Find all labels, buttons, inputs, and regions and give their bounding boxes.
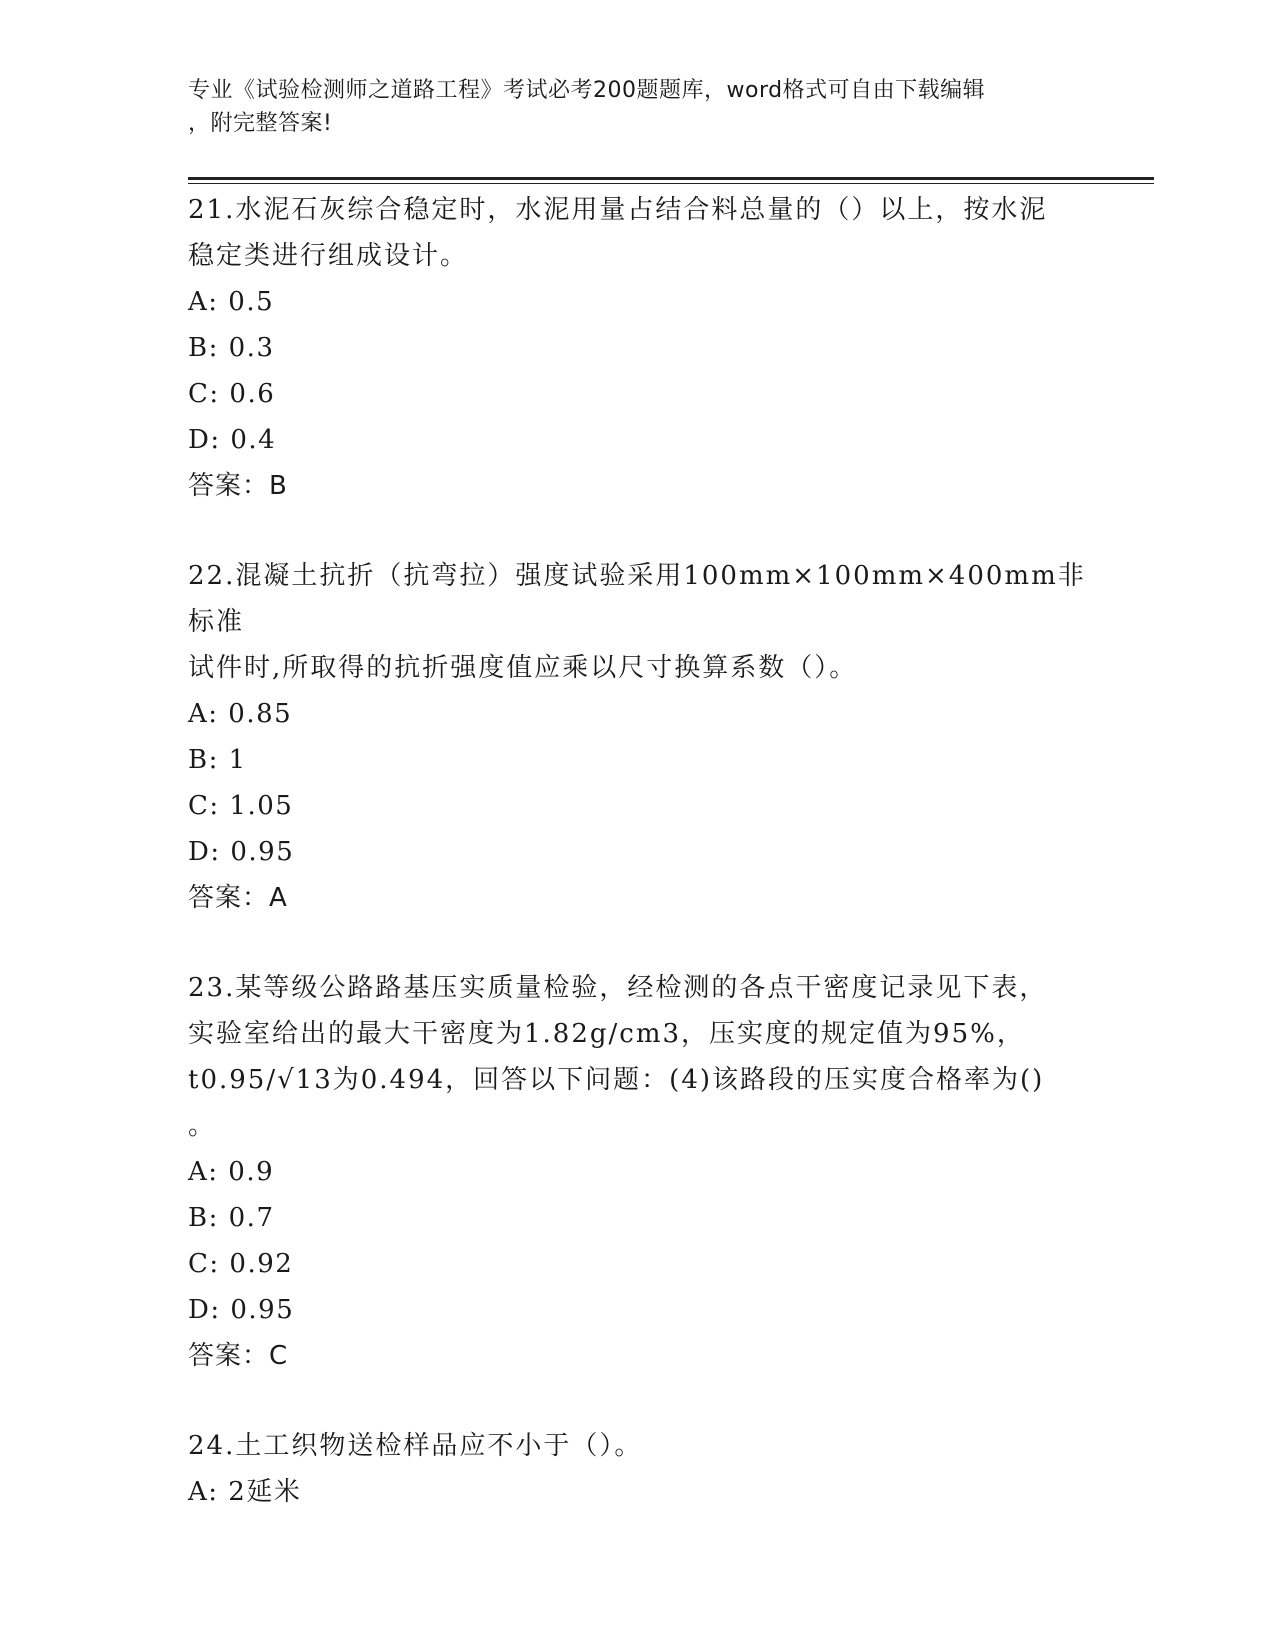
question-spacer: [188, 921, 1088, 965]
answer-line: 答案：A: [188, 883, 288, 913]
option-b: B: 0.7: [188, 1203, 275, 1233]
answer-line: 答案：B: [188, 471, 288, 501]
header-divider-thin: [188, 183, 1154, 184]
question-list: [188, 187, 1088, 1515]
question-spacer: [188, 1379, 1088, 1423]
option-a: A: 0.5: [188, 287, 275, 317]
question-text-line: 23.某等级公路路基压实质量检验，经检测的各点干密度记录见下表，: [188, 973, 1048, 1003]
question-23: [188, 965, 1088, 1379]
option-c: C: 0.92: [188, 1249, 294, 1279]
option-b: B: 0.3: [188, 333, 275, 363]
option-d: D: 0.95: [188, 1295, 295, 1325]
question-text-line: 实验室给出的最大干密度为1.82g/cm3，压实度的规定值为95%，: [188, 1019, 1025, 1049]
question-text-line: 24.土工织物送检样品应不小于（）。: [188, 1431, 643, 1461]
document-header: [188, 74, 1068, 140]
question-22: [188, 553, 1088, 921]
option-a: A: 0.9: [188, 1157, 275, 1187]
header-line-2: ，附完整答案!: [188, 111, 333, 136]
header-line-1: 专业《试验检测师之道路工程》考试必考200题题库，word格式可自由下载编辑: [188, 78, 986, 103]
option-b: B: 1: [188, 745, 247, 775]
answer-line: 答案：C: [188, 1341, 289, 1371]
question-text-line: 21.水泥石灰综合稳定时，水泥用量占结合料总量的（）以上，按水泥: [188, 195, 1048, 225]
question-21: [188, 187, 1088, 509]
question-text-line: 。: [188, 1111, 217, 1141]
option-c: C: 0.6: [188, 379, 276, 409]
option-d: D: 0.4: [188, 425, 277, 455]
question-text-line: 试件时,所取得的抗折强度值应乘以尺寸换算系数（）。: [188, 653, 858, 683]
question-text-line: 稳定类进行组成设计。: [188, 241, 469, 271]
question-spacer: [188, 509, 1088, 553]
header-divider-thick: [188, 177, 1154, 180]
question-text-line: t0.95/√13为0.494，回答以下问题：(4)该路段的压实度合格率为(): [188, 1065, 1045, 1095]
option-a: A: 2延米: [188, 1477, 302, 1507]
option-c: C: 1.05: [188, 791, 294, 821]
option-d: D: 0.95: [188, 837, 295, 867]
question-24: [188, 1423, 1088, 1515]
question-text-line: 22.混凝土抗折（抗弯拉）强度试验采用100mm×100mm×400mm非标准: [188, 561, 1086, 637]
option-a: A: 0.85: [188, 699, 293, 729]
